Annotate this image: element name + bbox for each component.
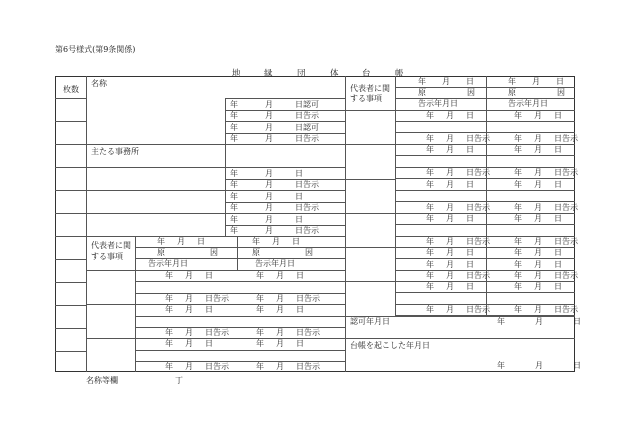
rep-lower-a-3-month: 月 [185,328,193,337]
right-row-a-14-year: 年 [426,271,434,280]
right-row-a-9-year: 年 [426,214,434,223]
rep-lower-b-1-day: 日告示 [296,294,320,303]
right-row-line-1 [395,132,575,133]
rep-lower-b-0-day: 日 [296,271,304,280]
rep-cause-b-1: 原 [252,248,260,257]
right-row-a-14-day: 日告示 [466,271,490,280]
rep-date-a-year: 年 [157,237,165,246]
row-office-1-day: 日 [295,169,303,178]
left-row-line-9 [225,213,345,214]
count-row-line-4 [55,190,86,191]
footer-sheet: 丁 [175,376,183,385]
left-row-line-8 [225,202,345,203]
right-row-a-0-month: 月 [446,111,454,120]
rep-block-line-2 [86,338,135,339]
right-head-b-day: 日 [556,77,564,86]
rep-lower-a-3-day: 日告示 [205,328,229,337]
rep-lower-b-4-month: 月 [276,339,284,348]
row-office-2-month: 月 [265,192,273,201]
right-group-line-2 [345,213,395,214]
right-row-b-11-day: 日告示 [554,237,578,246]
rep-lower-b-2-year: 年 [256,305,264,314]
row-office-1-month: 月 [265,169,273,178]
rep-lower-b-1-year: 年 [256,294,264,303]
right-row-a-2-day: 日告示 [466,134,490,143]
rep-lower-b-5-year: 年 [256,362,264,371]
right-head-b-year: 年 [508,77,516,86]
title-char-2: 団 [297,69,306,79]
row-approval-1-day: 日認可 [295,100,319,109]
right-row-b-12-month: 月 [534,248,542,257]
rep-date-b-day: 日 [292,237,300,246]
right-row-a-17-day: 日告示 [466,305,490,314]
approval-date-year: 年 [497,317,505,326]
row-office-notice-3-month: 月 [265,226,273,235]
right-row-b-8-year: 年 [514,203,522,212]
count-label: 枚数 [63,85,79,94]
right-row-a-11-year: 年 [426,237,434,246]
rep-lower-line-0 [135,281,345,282]
rep-lower-b-2-day: 日 [296,305,304,314]
right-rep-label-1: 代表者に関 [350,84,390,93]
rep-lower-b-0-month: 月 [276,271,284,280]
row-notice-1-month: 月 [265,111,273,120]
right-row-b-0-month: 月 [534,111,542,120]
rep-lower-b-3-month: 月 [276,328,284,337]
rep-notice-date-a: 告示年月日 [148,259,188,268]
right-row-a-12-year: 年 [426,248,434,257]
name-label: 名称 [91,79,107,88]
right-row-line-12 [395,258,575,259]
right-group-line-0 [345,144,395,145]
rep-lower-a-4-month: 月 [185,339,193,348]
count-row-line-10 [55,328,86,329]
right-row-a-6-day: 日 [466,180,474,189]
right-row-line-3 [395,155,575,156]
right-row-b-11-month: 月 [534,237,542,246]
right-cause-b-2: 因 [557,88,565,97]
right-ledger-top [345,338,575,339]
row-office-notice-1-year: 年 [230,180,238,189]
row-office-notice-1-month: 月 [265,180,273,189]
left-row-line-4 [225,144,345,145]
rep-lower-a-0-year: 年 [165,271,173,280]
right-head-a-day: 日 [466,77,474,86]
right-head-b-month: 月 [532,77,540,86]
count-row-line-9 [55,305,86,306]
rep-lower-a-5-year: 年 [165,362,173,371]
rep-lower-a-1-day: 日告示 [205,294,229,303]
rep-lower-a-1-month: 月 [185,294,193,303]
right-row-a-3-month: 月 [446,145,454,154]
right-row-b-15-month: 月 [534,282,542,291]
right-row-a-12-day: 日 [466,248,474,257]
right-row-a-0-year: 年 [426,111,434,120]
row-notice-2-month: 月 [265,134,273,143]
right-row-a-5-year: 年 [426,168,434,177]
right-row-b-15-year: 年 [514,282,522,291]
right-row-b-15-day: 日 [554,282,562,291]
right-cause-b-1: 原 [508,88,516,97]
row-office-3-day: 日 [295,215,303,224]
left-panel-divider [345,76,346,372]
right-row-line-7 [395,201,575,202]
row-office-notice-1-day: 日告示 [295,180,319,189]
rep-row-line-1 [135,247,345,248]
ledger-date-day: 日 [573,361,581,370]
right-row-a-6-month: 月 [446,180,454,189]
right-row-line-0 [395,121,575,122]
right-row-b-9-year: 年 [514,214,522,223]
row-office-3-month: 月 [265,215,273,224]
count-row-line-5 [55,213,86,214]
right-row-a-9-month: 月 [446,214,454,223]
right-head-a-year: 年 [418,77,426,86]
right-row-a-13-month: 月 [446,260,454,269]
left-row-line-7 [225,190,345,191]
rep-section-start [86,236,345,237]
right-row-b-14-year: 年 [514,271,522,280]
office-mid [86,190,225,191]
right-row-b-17-month: 月 [534,305,542,314]
footer-name-column: 名称等欄 [86,376,118,385]
rep-lower-b-2-month: 月 [276,305,284,314]
right-row-a-3-day: 日 [466,145,474,154]
right-row-b-6-year: 年 [514,180,522,189]
right-row-line-5 [395,178,575,179]
right-row-b-12-year: 年 [514,248,522,257]
rep-lower-b-3-year: 年 [256,328,264,337]
count-row-line-8 [55,282,86,283]
row-office-notice-3-day: 日告示 [295,226,319,235]
right-row-b-11-year: 年 [514,237,522,246]
right-head-a-month: 月 [442,77,450,86]
right-row-line-8 [395,213,575,214]
right-row-b-9-month: 月 [534,214,542,223]
left-row-line-1 [225,110,345,111]
left-count-divider [86,76,87,372]
rep-lower-a-5-month: 月 [185,362,193,371]
form-number: 第6号様式(第9条関係) [55,45,136,54]
right-row-b-13-month: 月 [534,260,542,269]
row-office-notice-3-year: 年 [230,226,238,235]
count-row-line-0 [55,98,86,99]
right-rep-label-2: する事項 [350,94,382,103]
row-approval-2-year: 年 [230,123,238,132]
right-notice-date-a: 告示年月日 [418,99,458,108]
rep-lower-b-5-month: 月 [276,362,284,371]
rep-date-b-year: 年 [252,237,260,246]
rep-lower-b-0-year: 年 [256,271,264,280]
right-row-b-0-day: 日 [554,111,562,120]
right-row-b-5-year: 年 [514,168,522,177]
row-approval-1-year: 年 [230,100,238,109]
right-row-a-2-month: 月 [446,134,454,143]
right-row-b-6-day: 日 [554,180,562,189]
rep-notice-date-b: 告示年月日 [255,259,295,268]
office-section-start [86,167,225,168]
row-office-notice-2-day: 日告示 [295,203,319,212]
right-row-b-3-month: 月 [534,145,542,154]
right-row-b-5-day: 日告示 [554,168,578,177]
right-row-b-13-day: 日 [554,260,562,269]
rep-label-line2: する事項 [91,252,123,261]
right-row-a-0-day: 日 [466,111,474,120]
right-row-b-3-year: 年 [514,145,522,154]
right-group-line-1 [345,179,395,180]
right-row-a-5-day: 日告示 [466,168,490,177]
rep-lower-a-3-year: 年 [165,328,173,337]
rep-lower-line-3 [135,316,345,317]
right-row-a-17-month: 月 [446,305,454,314]
right-group-line-3 [345,247,395,248]
right-row-b-2-day: 日告示 [554,134,578,143]
row-notice-2-day: 日告示 [295,134,319,143]
row-notice-2-year: 年 [230,134,238,143]
right-cause-a-1: 原 [418,88,426,97]
right-row-a-9-day: 日 [466,214,474,223]
right-row-b-14-month: 月 [534,271,542,280]
rep-label-line1: 代表者に関 [91,241,131,250]
right-row-b-8-month: 月 [534,203,542,212]
right-row-line-15 [395,292,575,293]
right-row-b-8-day: 日告示 [554,203,578,212]
right-row-a-17-year: 年 [426,305,434,314]
right-row-line-6 [395,190,575,191]
rep-lower-b-5-day: 日告示 [296,362,320,371]
right-row-b-14-day: 日告示 [554,271,578,280]
rep-date-a-day: 日 [197,237,205,246]
row-office-1-year: 年 [230,169,238,178]
right-row-b-13-year: 年 [514,260,522,269]
title-char-3: 体 [330,69,339,79]
name-section-end [86,144,225,145]
right-row-a-15-year: 年 [426,282,434,291]
row-notice-1-year: 年 [230,111,238,120]
right-row-a-11-month: 月 [446,237,454,246]
right-row-a-6-year: 年 [426,180,434,189]
left-row-line-6 [225,179,345,180]
title-char-4: 台 [362,69,371,79]
right-row-a-15-month: 月 [446,282,454,291]
right-row-b-2-month: 月 [534,134,542,143]
right-row-a-8-year: 年 [426,203,434,212]
office-mid-2 [86,213,225,214]
rep-date-a-month: 月 [177,237,185,246]
rep-cause-b-2: 因 [305,248,313,257]
right-row-a-12-month: 月 [446,248,454,257]
approval-date-month: 月 [535,317,543,326]
right-row-b-17-day: 日告示 [554,305,578,314]
right-row-a-15-day: 日 [466,282,474,291]
rep-lower-a-4-day: 日 [205,339,213,348]
row-office-notice-2-month: 月 [265,203,273,212]
right-row-b-6-month: 月 [534,180,542,189]
approval-date-day: 日 [573,317,581,326]
rep-cause-a-2: 因 [210,248,218,257]
left-row-line-0 [225,98,345,99]
right-row-a-13-year: 年 [426,260,434,269]
right-row-a-2-year: 年 [426,134,434,143]
row-office-notice-2-year: 年 [230,203,238,212]
ledger-date-label: 台帳を起こした年月日 [350,341,430,350]
rep-lower-b-4-day: 日 [296,339,304,348]
rep-lower-a-1-year: 年 [165,294,173,303]
rep-block-line-1 [86,304,135,305]
right-row-b-12-day: 日 [554,248,562,257]
rep-lower-a-0-day: 日 [205,271,213,280]
title-char-5: 帳 [395,69,404,79]
count-row-line-3 [55,167,86,168]
row-office-2-year: 年 [230,192,238,201]
row-approval-1-month: 月 [265,100,273,109]
right-row-line-2 [395,144,575,145]
right-row-a-13-day: 日 [466,260,474,269]
row-approval-2-day: 日認可 [295,123,319,132]
rep-lower-a-2-day: 日 [205,305,213,314]
rep-mid-divider [237,236,238,270]
rep-lower-a-5-day: 日告示 [205,362,229,371]
rep-lower-b-1-month: 月 [276,294,284,303]
rep-cause-a-1: 原 [157,248,165,257]
right-row-b-2-year: 年 [514,134,522,143]
right-row-a-3-year: 年 [426,145,434,154]
left-row-line-2 [225,121,345,122]
right-row-a-8-day: 日告示 [466,203,490,212]
title-char-1: 縁 [264,69,273,79]
right-row-a-5-month: 月 [446,168,454,177]
right-cause-a-2: 因 [467,88,475,97]
rep-block-line-0 [86,270,135,271]
right-row-line-14 [395,281,575,282]
office-label: 主たる事務所 [91,147,139,156]
row-office-3-year: 年 [230,215,238,224]
row-approval-2-month: 月 [265,123,273,132]
right-row-line-11 [395,247,575,248]
count-row-line-2 [55,144,86,145]
left-row-line-3 [225,133,345,134]
left-row-line-10 [225,225,345,226]
approval-date-label: 認可年月日 [350,317,390,326]
rep-lower-a-2-month: 月 [185,305,193,314]
rep-lower-b-4-year: 年 [256,339,264,348]
rep-lower-a-2-year: 年 [165,305,173,314]
row-notice-1-day: 日告示 [295,111,319,120]
right-row-b-9-day: 日 [554,214,562,223]
right-row-b-0-year: 年 [514,111,522,120]
title-char-0: 地 [232,69,241,79]
right-notice-date-b: 告示年月日 [508,99,548,108]
rep-lower-b-3-day: 日告示 [296,328,320,337]
row-office-2-day: 日 [295,192,303,201]
right-row-b-17-year: 年 [514,305,522,314]
rep-date-b-month: 月 [272,237,280,246]
right-row-a-11-day: 日告示 [466,237,490,246]
right-row-b-5-month: 月 [534,168,542,177]
count-row-line-7 [55,259,86,260]
rep-lower-a-0-month: 月 [185,271,193,280]
rep-lower-a-4-year: 年 [165,339,173,348]
right-group-line-4 [345,281,395,282]
right-row-b-3-day: 日 [554,145,562,154]
count-row-line-6 [55,236,86,237]
ledger-date-year: 年 [497,361,505,370]
rep-lower-line-6 [135,350,345,351]
count-row-line-1 [55,121,86,122]
right-row-line-9 [395,224,575,225]
right-row-a-8-month: 月 [446,203,454,212]
ledger-date-month: 月 [535,361,543,370]
count-row-line-11 [55,351,86,352]
left-row-line-5 [225,167,345,168]
right-row-a-14-month: 月 [446,271,454,280]
right-label-divider [395,76,396,316]
